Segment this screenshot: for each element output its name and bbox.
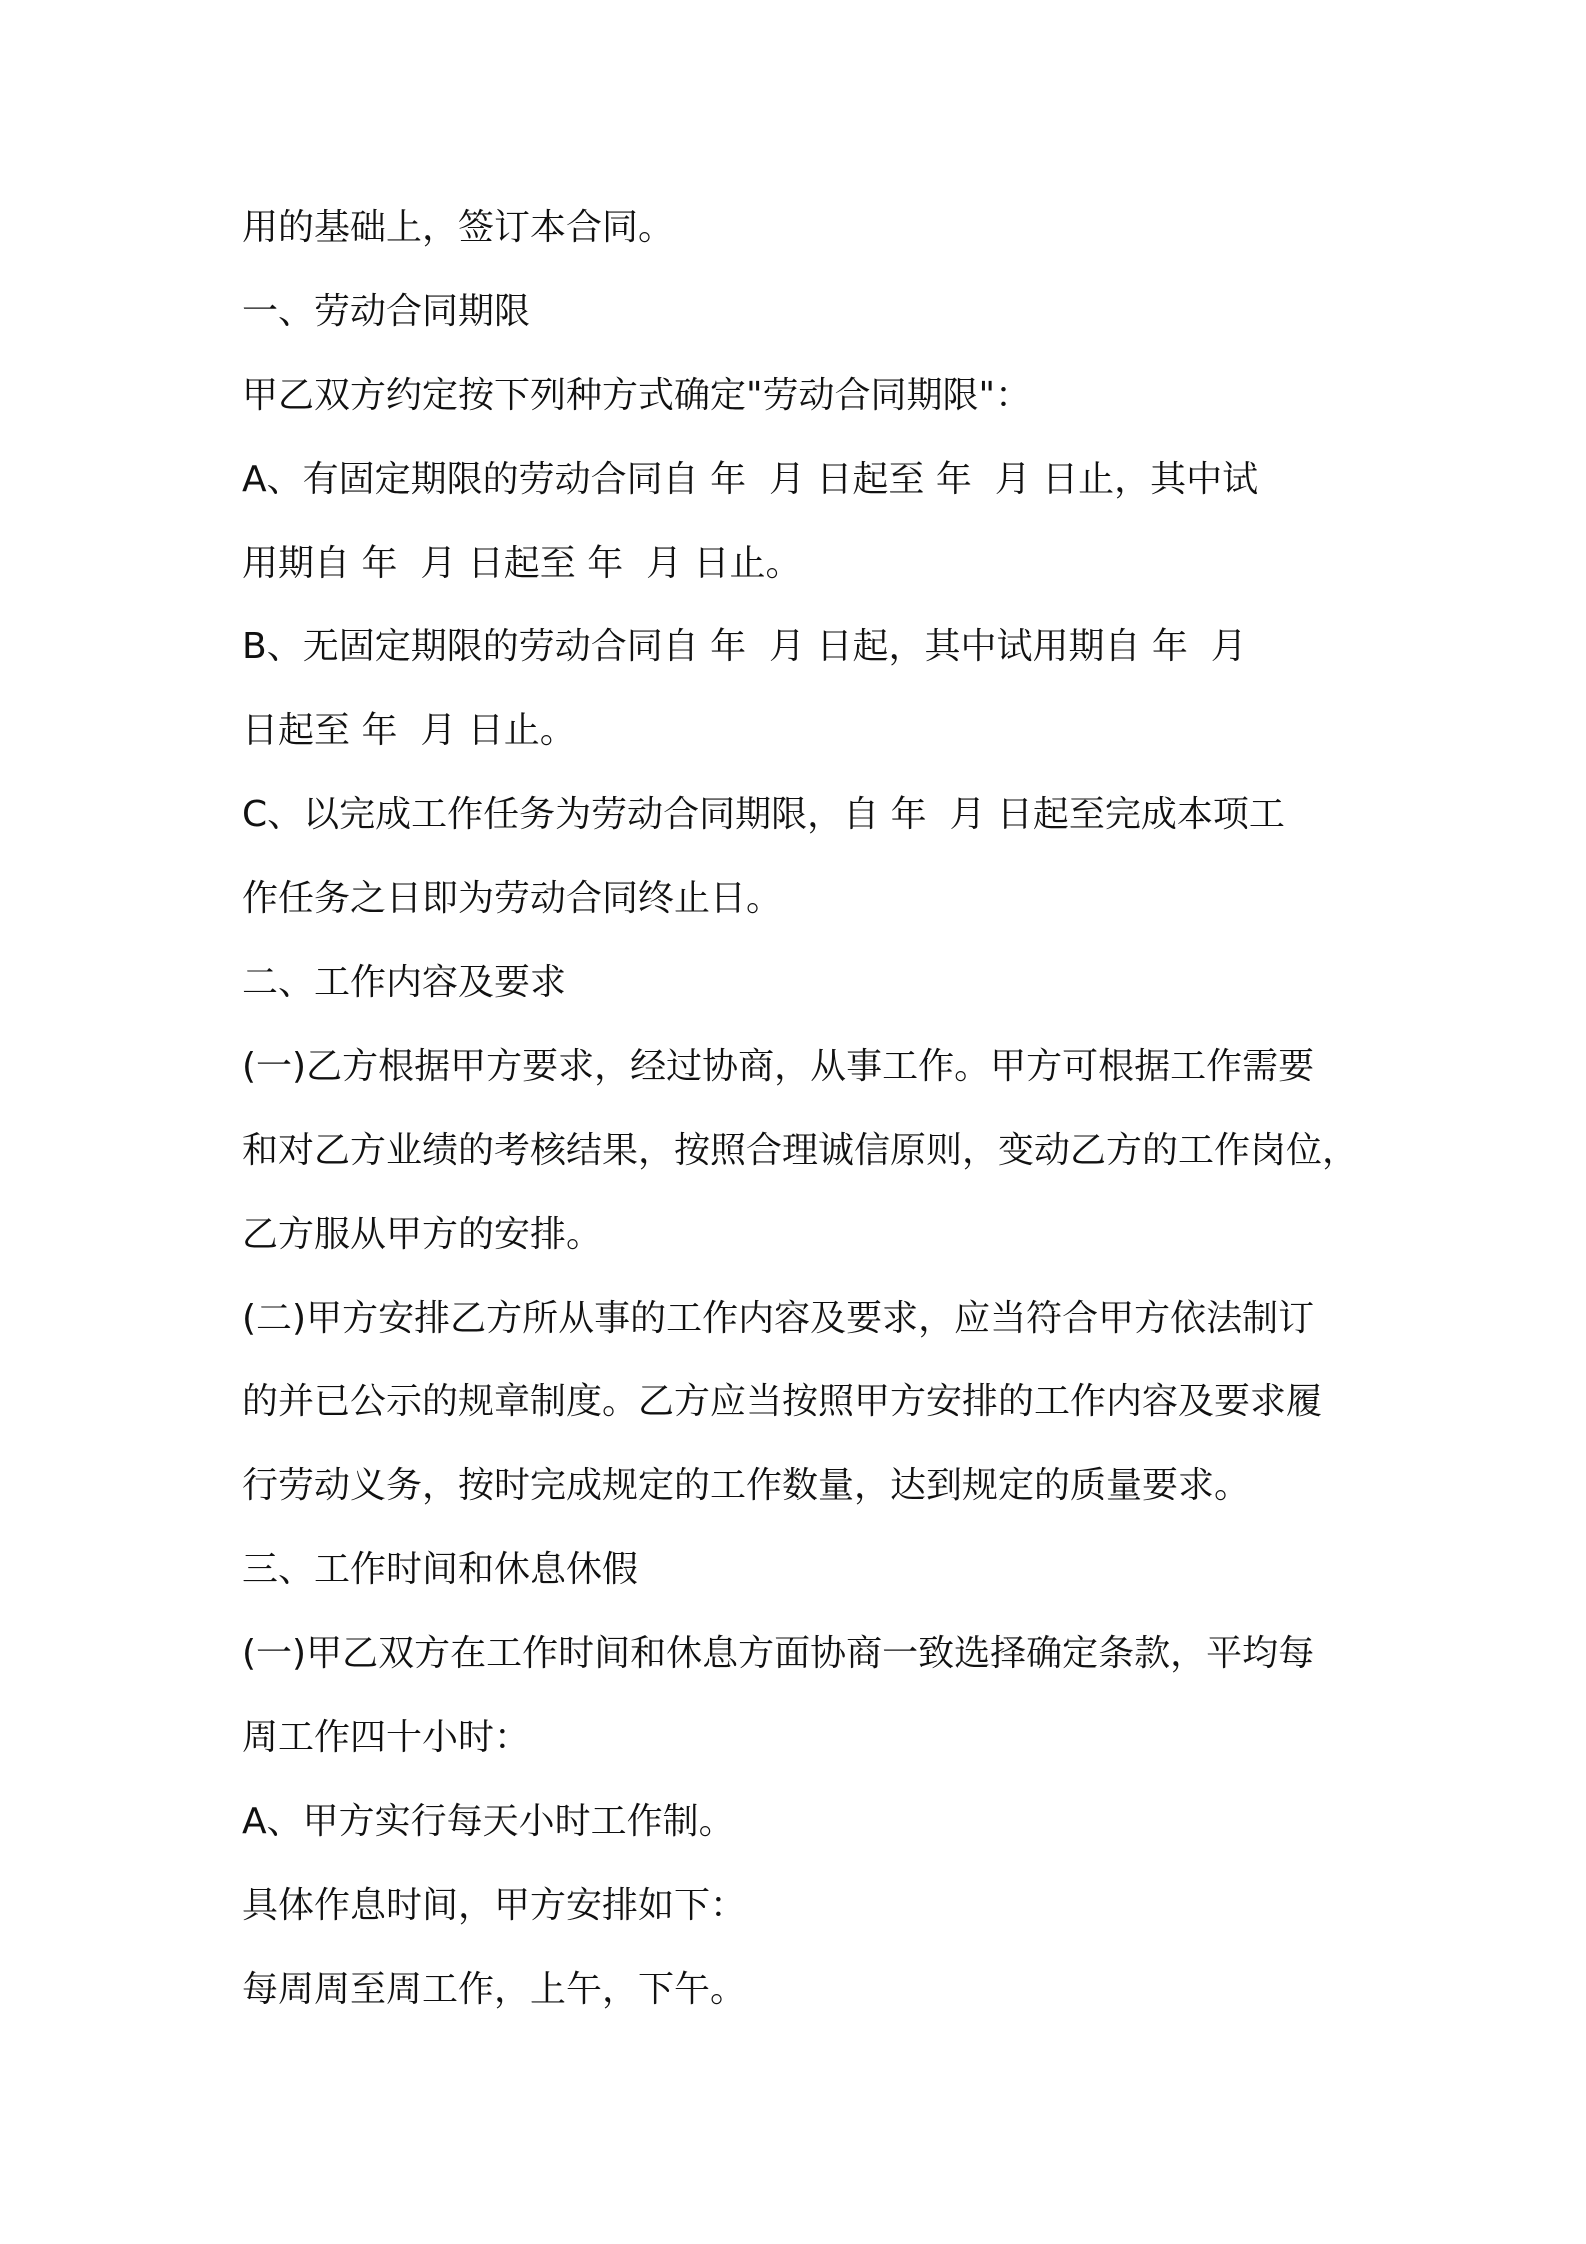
paragraph-line: 和对乙方业绩的考核结果，按照合理诚信原则，变动乙方的工作岗位，: [242, 1129, 1359, 1171]
paragraph-line: 作任务之日即为劳动合同终止日。: [242, 878, 783, 920]
section-heading: 二、工作内容及要求: [242, 962, 567, 1004]
paragraph-line: 日起至 年 月 日止。: [242, 710, 576, 752]
paragraph-line: 甲乙双方约定按下列种方式确定"劳动合同期限"：: [242, 374, 1032, 416]
paragraph-line: 的并已公示的规章制度。乙方应当按照甲方安排的工作内容及要求履: [242, 1381, 1323, 1423]
paragraph-line: (一)乙方根据甲方要求，经过协商，从事工作。甲方可根据工作需要: [242, 1045, 1315, 1087]
preamble: [242, 186, 1382, 270]
document-body: [242, 186, 1382, 2032]
preamble-line: 用的基础上，签订本合同。: [242, 207, 675, 248]
paragraph-line: (一)甲乙双方在工作时间和休息方面协商一致选择确定条款，平均每: [242, 1633, 1315, 1675]
paragraph-line: 用期自 年 月 日起至 年 月 日止。: [242, 542, 802, 584]
paragraph-line: A、甲方实行每天小时工作制。: [242, 1800, 735, 1842]
paragraph-line: C、以完成工作任务为劳动合同期限，自 年 月 日起至完成本项工: [242, 794, 1285, 836]
paragraph-line: (二)甲方安排乙方所从事的工作内容及要求，应当符合甲方依法制订: [242, 1297, 1315, 1339]
section-heading: 一、劳动合同期限: [242, 290, 531, 332]
paragraph-line: 周工作四十小时：: [242, 1717, 531, 1759]
section-term: [242, 270, 1382, 941]
paragraph-line: B、无固定期限的劳动合同自 年 月 日起，其中试用期自 年 月: [242, 626, 1247, 668]
paragraph-line: 行劳动义务，按时完成规定的工作数量，达到规定的质量要求。: [242, 1465, 1251, 1507]
section-heading: 三、工作时间和休息休假: [242, 1549, 639, 1591]
paragraph-line: 每周周至周工作，上午，下午。: [242, 1968, 747, 2010]
section-job-content: [242, 941, 1382, 1528]
paragraph-line: 乙方服从甲方的安排。: [242, 1213, 603, 1255]
section-working-hours: [242, 1528, 1382, 2031]
paragraph-line: 具体作息时间，甲方安排如下：: [242, 1884, 747, 1926]
paragraph-line: A、有固定期限的劳动合同自 年 月 日起至 年 月 日止，其中试: [242, 458, 1259, 500]
